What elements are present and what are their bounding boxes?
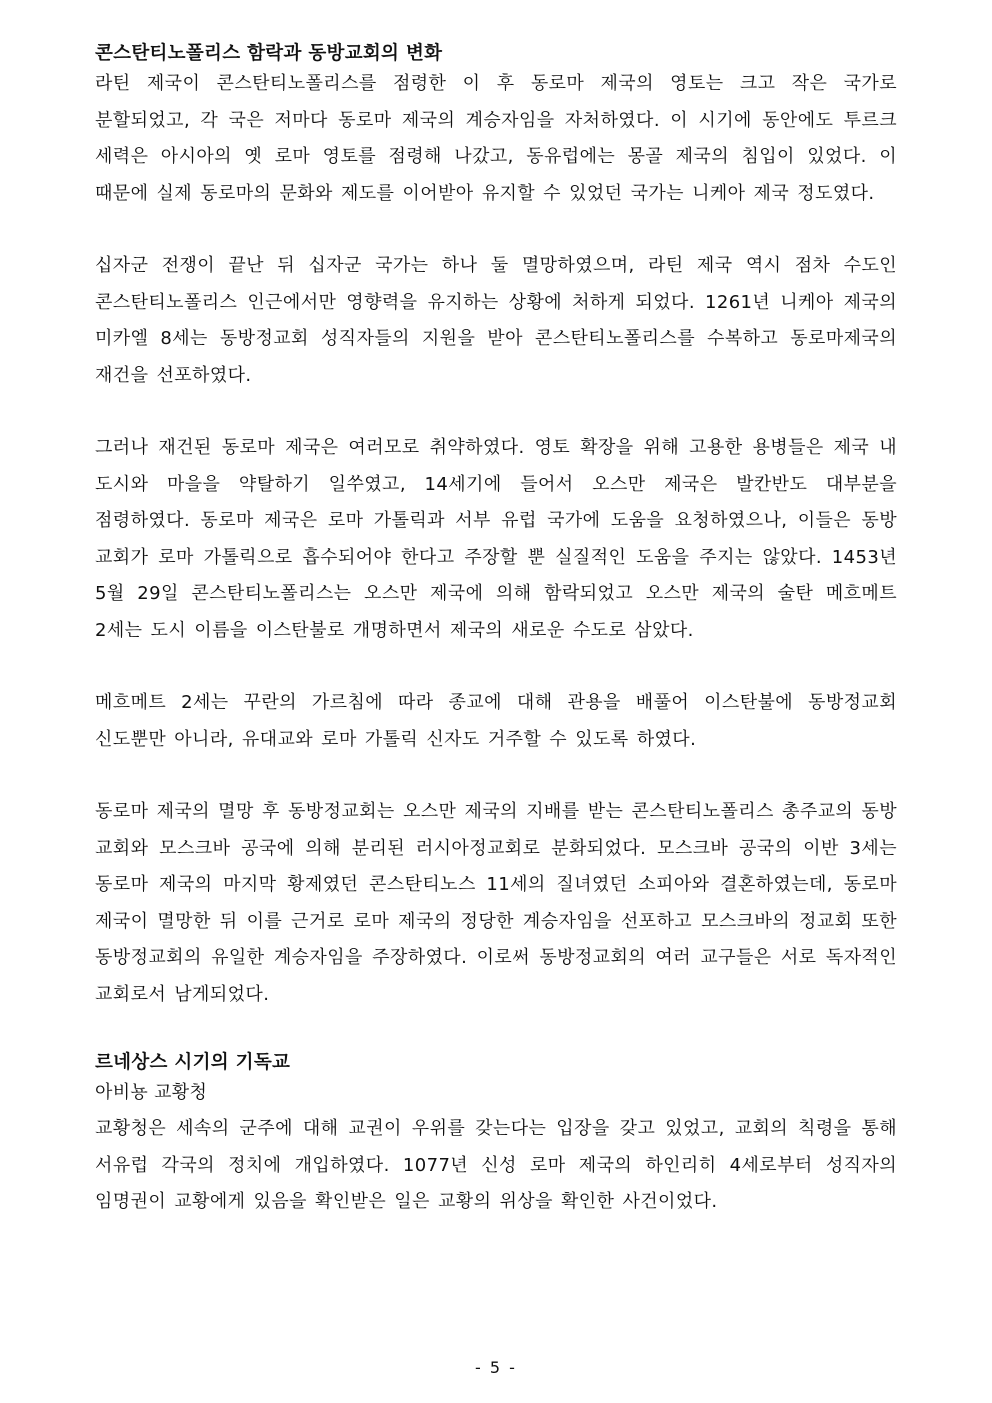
paragraph-orthodox-division: 동로마 제국의 멸망 후 동방정교회는 오스만 제국의 지배를 받는 콘스탄티노폴리스 총주교의 동방 교회와 모스크바 공국에 의해 분리된 러시아정교회로 분화되었다. 모스크바 공국의 이반 3세는 동로마 제국의 마지막 황제였던 콘스탄티노스 11세의 질녀였던 소피아와 결혼하였는데, 동로마 제국이 멸망한 뒤 이를 근거로 로마 제국의 정당한 계승자임을 선포하고 모스크바의 정교회 또한 동방정교회의 유일한 계승자임을 주장하였다. 이로써 동방정교회의 여러 교구들은 서로 독자적인 교회로서 남게되었다. <box>95 801 897 1005</box>
subheading-avignon-papacy: 아비뇽 교황청 <box>95 1082 208 1103</box>
section-heading-constantinople: 콘스탄티노폴리스 함락과 동방교회의 변화 <box>95 43 443 64</box>
page-number: - 5 - <box>475 1358 517 1377</box>
section-heading-renaissance: 르네상스 시기의 기독교 <box>95 1052 291 1073</box>
document-page <box>95 40 897 1221</box>
paragraph-spacer <box>95 212 897 248</box>
paragraph-spacer <box>95 649 897 685</box>
paragraph-mehmed-tolerance: 메흐메트 2세는 꾸란의 가르침에 따라 종교에 대해 관용을 배풀어 이스탄불에 동방정교회 신도뿐만 아니라, 유대교와 로마 가톨릭 신자도 거주할 수 있도록 하였다. <box>95 692 897 750</box>
paragraph-spacer <box>95 1013 897 1049</box>
paragraph-fall-of-constantinople: 그러나 재건된 동로마 제국은 여러모로 취약하였다. 영토 확장을 위해 고용한 용병들은 제국 내 도시와 마을을 약탈하기 일쑤였고, 14세기에 들어서 오스만 제국은 발칸반도 대부분을 점령하였다. 동로마 제국은 로마 가톨릭과 서부 유럽 국가에 도움을 요청하였으나, 이들은 동방 교회가 로마 가톨릭으로 흡수되어야 한다고 주장할 뿐 실질적인 도움을 주지는 않았다. 1453년 5월 29일 콘스탄티노폴리스는 오스만 제국에 의해 함락되었고 오스만 제국의 술탄 메흐메트 2세는 도시 이름을 이스탄불로 개명하면서 제국의 새로운 수도로 삼았다. <box>95 437 897 641</box>
paragraph-crusades: 십자군 전쟁이 끝난 뒤 십자군 국가는 하나 둘 멸망하였으며, 라틴 제국 역시 점차 수도인 콘스탄티노폴리스 인근에서만 영향력을 유지하는 상황에 처하게 되었다. 1261년 니케아 제국의 미카엘 8세는 동방정교회 성직자들의 지원을 받아 콘스탄티노폴리스를 수복하고 동로마제국의 재건을 선포하였다. <box>95 255 897 386</box>
paragraph-latin-empire: 라틴 제국이 콘스탄티노폴리스를 점령한 이 후 동로마 제국의 영토는 크고 작은 국가로 분할되었고, 각 국은 저마다 동로마 제국의 계승자임을 자처하였다. 이 시기에 동안에도 투르크 세력은 아시아의 옛 로마 영토를 점령해 나갔고, 동유럽에는 몽골 제국의 침입이 있었다. 이 때문에 실제 동로마의 문화와 제도를 이어받아 유지할 수 있었던 국가는 니케아 제국 정도였다. <box>95 73 897 204</box>
paragraph-spacer <box>95 758 897 794</box>
paragraph-papacy: 교황청은 세속의 군주에 대해 교권이 우위를 갖는다는 입장을 갖고 있었고, 교회의 칙령을 통해 서유럽 각국의 정치에 개입하였다. 1077년 신성 로마 제국의 하인리히 4세로부터 성직자의 임명권이 교황에게 있음을 확인받은 일은 교황의 위상을 확인한 사건이었다. <box>95 1118 897 1212</box>
paragraph-spacer <box>95 394 897 430</box>
